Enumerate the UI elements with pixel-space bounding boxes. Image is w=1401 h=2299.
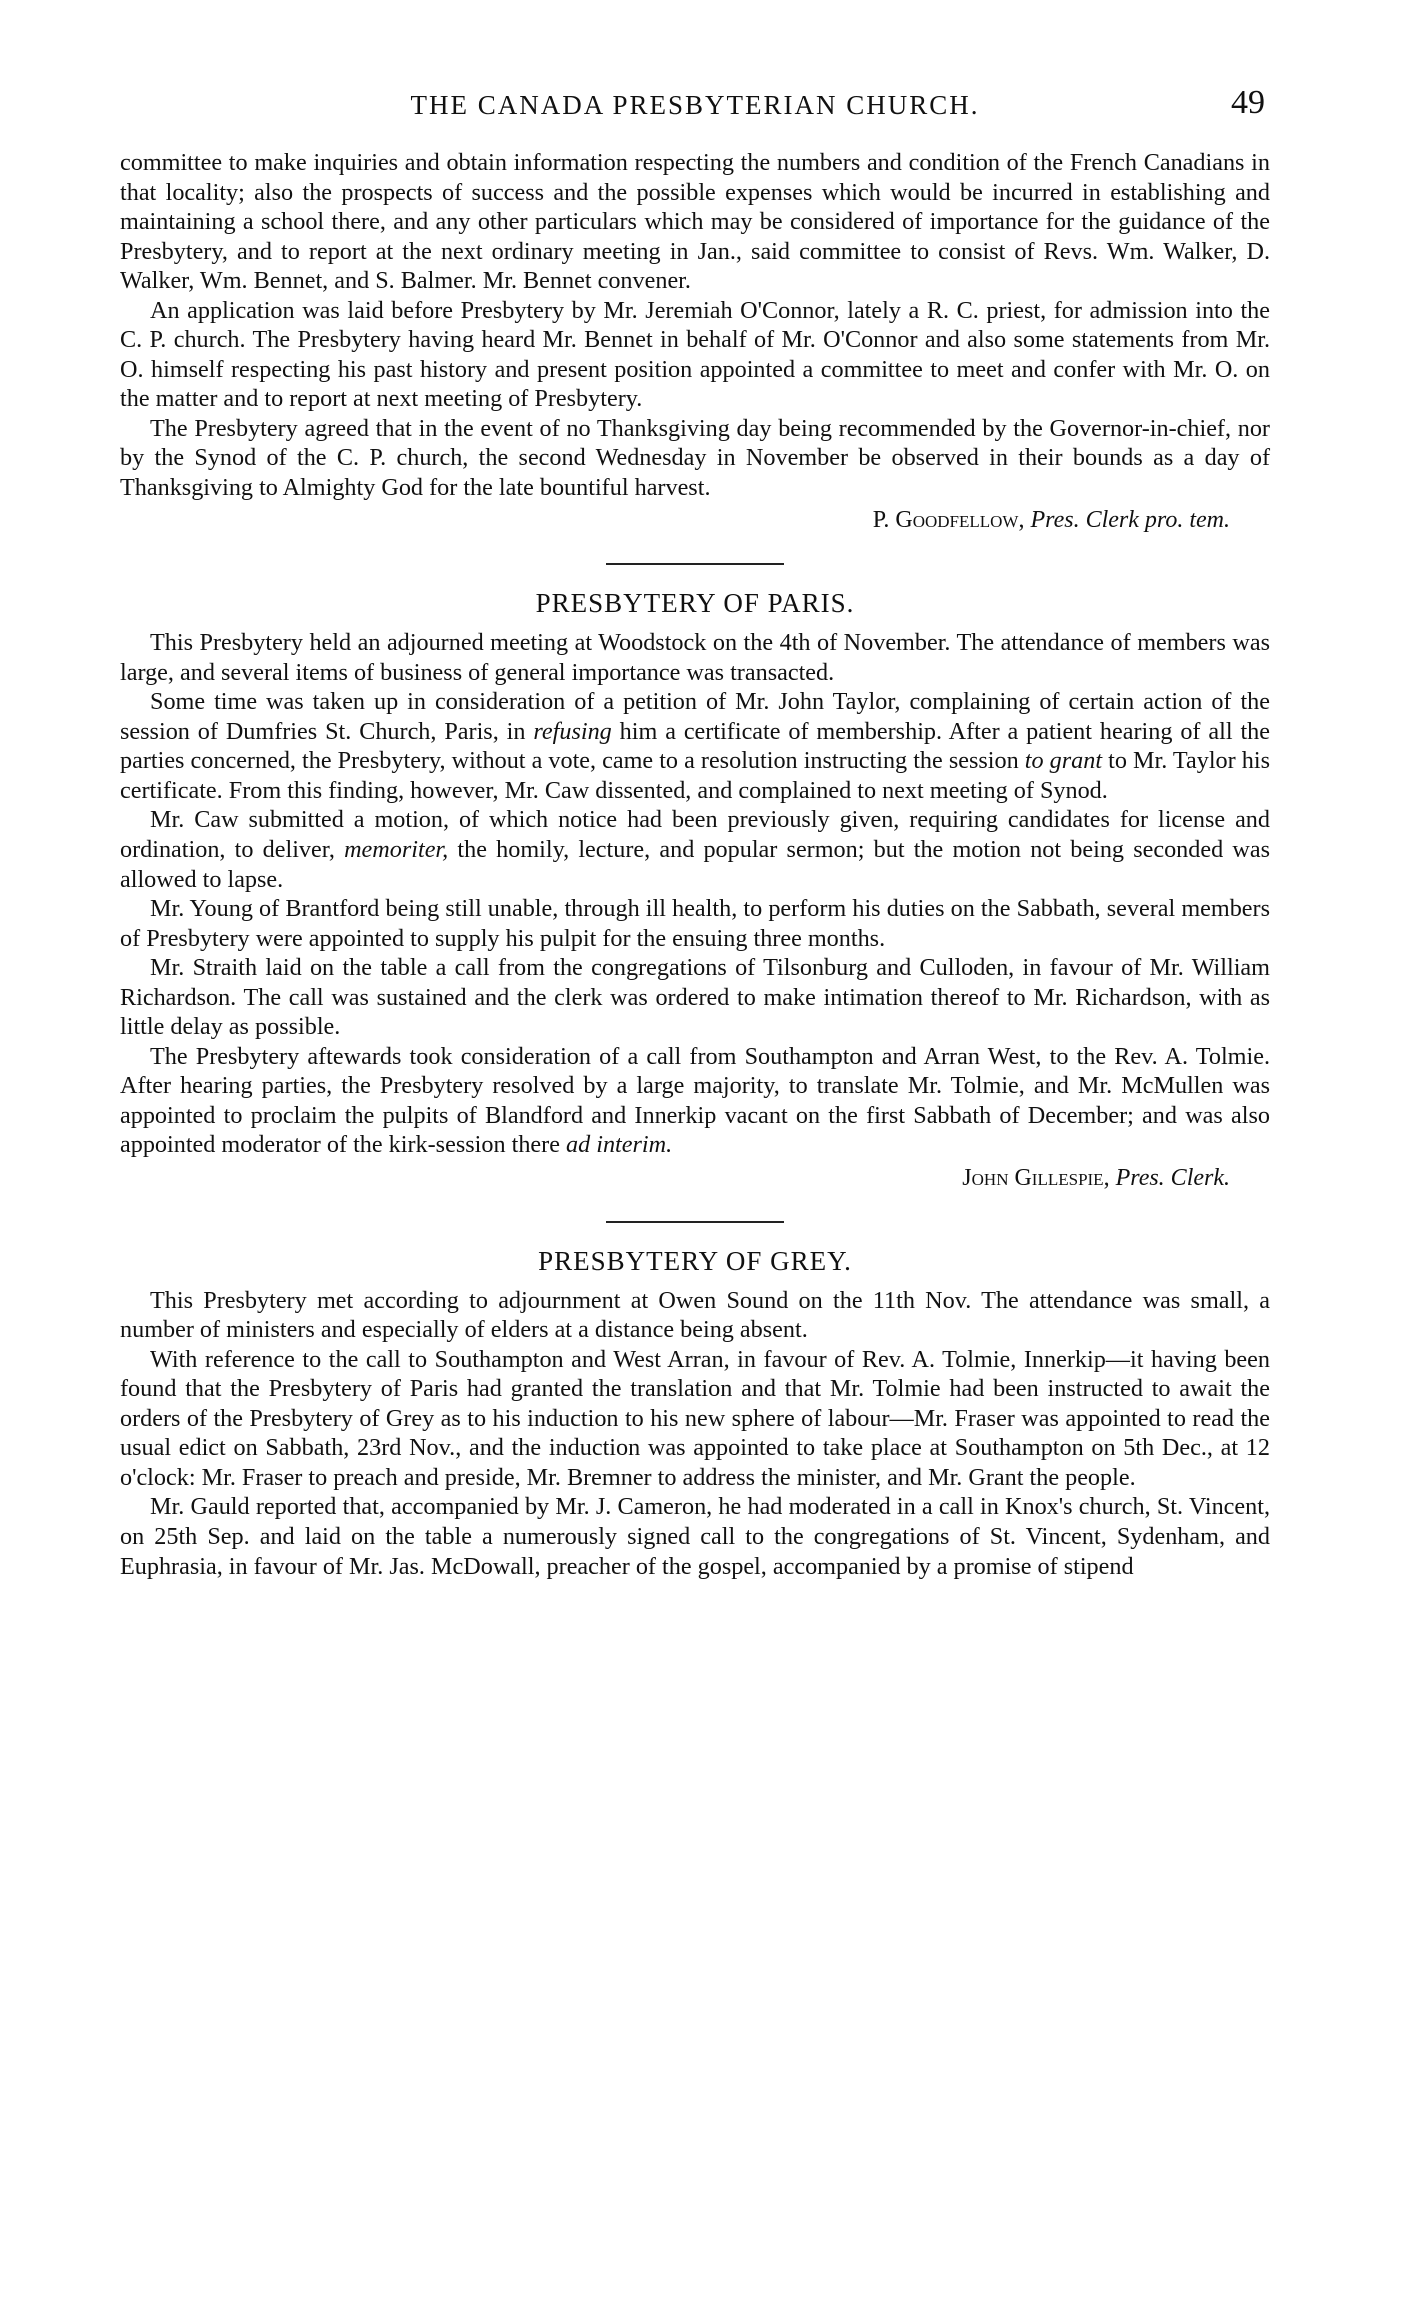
signature-title: Pres. Clerk pro. tem. (1030, 507, 1230, 534)
paragraph: Mr. Straith laid on the table a call from the congregations of Tilsonburg and Culloden, in favour of Mr. William Richardson. The call was sustained and the clerk was ordered to make intimation thereof to Mr. Richardson, with as little delay as possible. (120, 954, 1270, 1041)
emphasis: ad interim. (566, 1131, 673, 1159)
paragraph: committee to make inquiries and obtain information respecting the numbers and condition of the French Canadians in that locality; also the prospects of success and the possible expenses which would be incurred in establishing and maintaining a school there, and any other particulars which may be considered of importance for the guidance of the Presbytery, and to report at the next ordinary meeting in Jan., said committee to consist of Revs. Wm. Walker, D. Walker, Wm. Bennet, and S. Balmer. Mr. Bennet convener. (120, 149, 1270, 295)
emphasis: refusing (533, 717, 612, 745)
page-body (120, 148, 1270, 1581)
text-run: The Presbytery aftewards took consideration of a call from Southampton and Arran West, to the Rev. A. Tolmie. After hearing parties, the Presbytery resolved by a large majority, to translate Mr. Tolmie, and Mr. McMullen was appointed to proclaim the pulpits of Blandford and Innerkip vacant on the first Sabbath of December; and was also appointed moderator of the kirk-session there (120, 1042, 1270, 1159)
paragraph: With reference to the call to Southampton and West Arran, in favour of Rev. A. Tolmie, Innerkip—it having been found that the Presbytery of Paris had granted the translation and that Mr. Tolmie had been instructed to await the orders of the Presbytery of Grey as to his induction to his new sphere of labour—Mr. Fraser was appointed to read the usual edict on Sabbath, 23rd Nov., and the induction was appointed to take place at Southampton on 5th Dec., at 12 o'clock: Mr. Fraser to preach and preside, Mr. Bremner to address the minister, and Mr. Grant the people. (120, 1345, 1270, 1491)
section-title: PRESBYTERY OF GREY. (538, 1245, 852, 1276)
grey-section (120, 1245, 1270, 1581)
section-title: PRESBYTERY OF PARIS. (535, 588, 855, 619)
page-number: 49 (1231, 84, 1265, 121)
text-run: him a certificate of membership. After a patient hearing of all the parties concerned, the Presbytery, without a vote, came to a resolution instructing the session (120, 717, 1270, 775)
emphasis: to grant (1024, 747, 1103, 775)
intro-section (120, 148, 1270, 535)
paragraph: This Presbytery met according to adjournment at Owen Sound on the 11th Nov. The attendance was small, a number of ministers and especially of elders at a distance being absent. (120, 1286, 1270, 1344)
signature (120, 1164, 1230, 1193)
text-run: Some time was taken up in consideration of a petition of Mr. John Taylor, complaining of certain action of the session of Dumfries St. Church, Paris, in (120, 688, 1270, 745)
paragraph: Mr. Young of Brantford being still unable, through ill health, to perform his duties on the Sabbath, several members of Presbytery were appointed to supply his pulpit for the ensuing three months. (120, 895, 1270, 952)
paragraph: Mr. Gauld reported that, accompanied by Mr. J. Cameron, he had moderated in a call in Knox's church, St. Vincent, on 25th Sep. and laid on the table a numerously signed call to the congregations of St. Vincent, Sydenham, and Euphrasia, in favour of Mr. Jas. McDowall, preacher of the gospel, accompanied by a promise of stipend (120, 1493, 1270, 1580)
signature-name: P. Goodfellow, (872, 507, 1025, 534)
signature (120, 506, 1230, 535)
section-divider (606, 1221, 784, 1223)
paragraph: An application was laid before Presbytery by Mr. Jeremiah O'Connor, lately a R. C. priest, for admission into the C. P. church. The Presbytery having heard Mr. Bennet in behalf of Mr. O'Connor and also some statements from Mr. O. himself respecting his past history and present position appointed a committee to meet and confer with Mr. O. on the matter and to report at next meeting of Presbytery. (120, 296, 1270, 413)
paragraph (120, 805, 1270, 894)
page-header (125, 84, 1265, 124)
signature-title: Pres. Clerk. (1115, 1164, 1230, 1191)
paragraph: The Presbytery agreed that in the event of no Thanksgiving day being recommended by the Governor-in-chief, nor by the Synod of the C. P. church, the second Wednesday in November be observed in their bounds as a day of Thanksgiving to Almighty God for the late bountiful harvest. (120, 414, 1270, 501)
emphasis: memoriter, (344, 836, 449, 863)
signature-name: John Gillespie, (962, 1164, 1110, 1191)
paragraph (120, 687, 1270, 805)
paragraph (120, 1042, 1270, 1160)
paris-section (120, 587, 1270, 1192)
running-title: THE CANADA PRESBYTERIAN CHURCH. (410, 90, 980, 120)
paragraph: This Presbytery held an adjourned meeting at Woodstock on the 4th of November. The attendance of members was large, and several items of business of general importance was transacted. (120, 629, 1270, 686)
text-run: the homily, lecture, and popular sermon; but the motion not being seconded was allowed to lapse. (120, 836, 1270, 893)
text-run: to Mr. Taylor his certificate. From this finding, however, Mr. Caw dissented, and complained to next meeting of Synod. (120, 747, 1270, 804)
text-run: Mr. Caw submitted a motion, of which notice had been previously given, requiring candidates for license and ordination, to deliver, (120, 806, 1270, 863)
section-divider (606, 563, 784, 565)
